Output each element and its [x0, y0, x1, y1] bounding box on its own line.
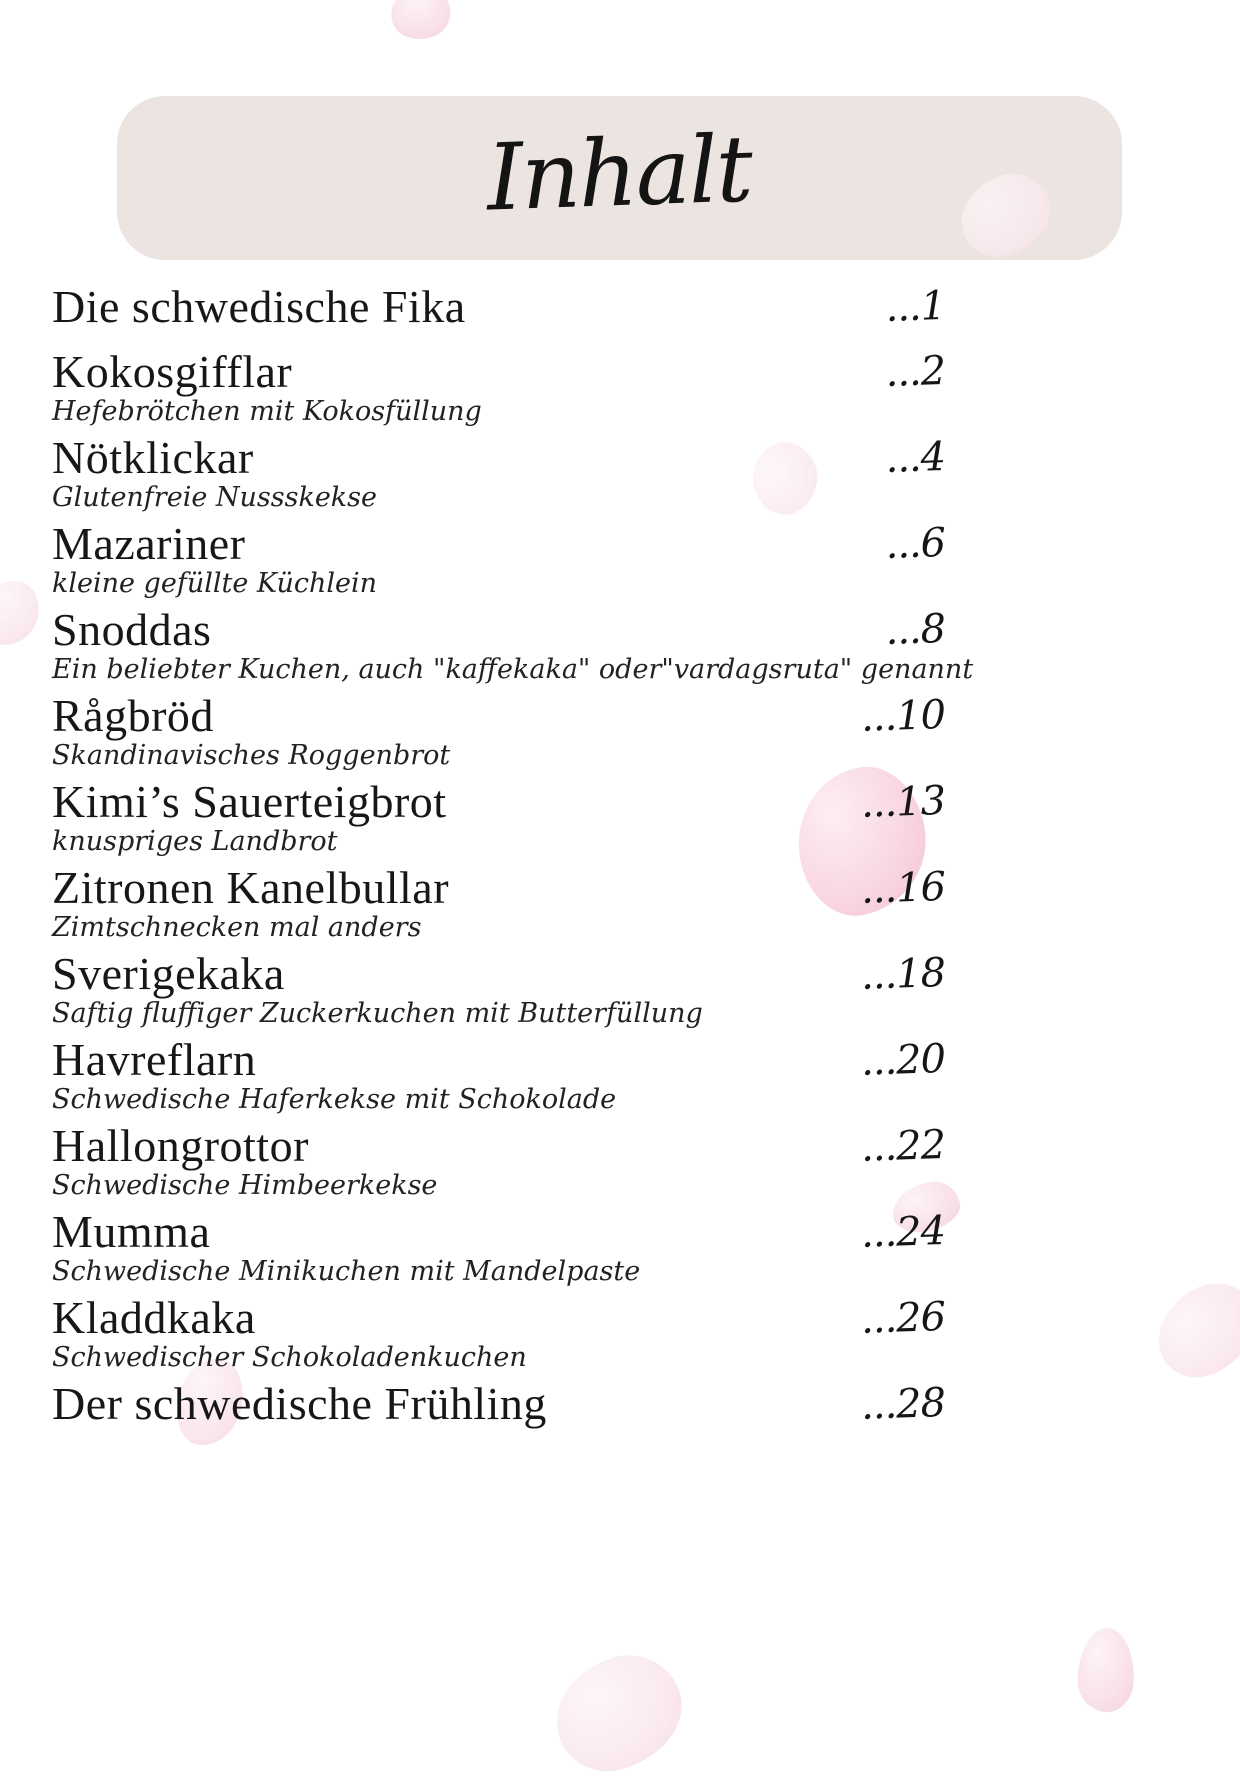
toc-entry-text [52, 1121, 825, 1201]
toc-entry-text [52, 604, 974, 685]
toc-entry [52, 1379, 945, 1429]
recipe-subtitle: Ein beliebter Kuchen, auch "kaffekaka" oder"vardagsruta" genannt [52, 654, 974, 685]
toc-entry [52, 949, 945, 1029]
recipe-subtitle: knuspriges Landbrot [52, 826, 338, 857]
toc-entry-text [52, 863, 825, 943]
recipe-title: Sverigekaka [52, 948, 285, 999]
page-number: ...6 [884, 519, 946, 568]
toc-entry [52, 433, 945, 513]
toc-entry-text [52, 777, 825, 857]
toc-entry [52, 777, 945, 857]
recipe-title: Mazariner [52, 518, 246, 569]
toc-entry-text [52, 949, 825, 1029]
page-number: ...13 [860, 777, 946, 827]
recipe-subtitle: Schwedische Haferkekse mit Schokolade [52, 1084, 617, 1115]
toc-entry [52, 1035, 945, 1115]
recipe-subtitle: Hefebrötchen mit Kokosfüllung [52, 396, 482, 427]
recipe-title: Havreflarn [52, 1034, 257, 1085]
toc-entry-text [52, 347, 825, 427]
page-number: ...10 [860, 691, 946, 741]
page-number: ...20 [860, 1035, 946, 1085]
cherry-petal-icon [543, 1643, 695, 1782]
recipe-title: Kladdkaka [52, 1292, 256, 1343]
page-number: ...26 [860, 1293, 946, 1343]
toc-entry [52, 1121, 945, 1201]
page-number: ...8 [884, 605, 946, 654]
toc-entry-text [52, 1035, 825, 1115]
recipe-title: Die schwedische Fika [52, 281, 466, 332]
toc-entry-text [52, 1293, 825, 1373]
recipe-subtitle: kleine gefüllte Küchlein [52, 568, 378, 599]
recipe-subtitle: Schwedischer Schokoladenkuchen [52, 1342, 527, 1373]
toc-entry [52, 863, 945, 943]
recipe-title: Nötklickar [52, 432, 254, 483]
cherry-petal-icon [385, 0, 457, 48]
page-number: ...16 [860, 863, 946, 913]
recipe-title: Kimi’s Sauerteigbrot [52, 776, 447, 827]
recipe-title: Zitronen Kanelbullar [52, 862, 450, 913]
toc-entry [52, 1207, 945, 1287]
recipe-title: Snoddas [52, 604, 212, 655]
recipe-title: Rågbröd [52, 690, 214, 741]
recipe-subtitle: Schwedische Minikuchen mit Mandelpaste [52, 1256, 641, 1287]
toc-entry [52, 347, 945, 427]
toc-entry-text [52, 519, 825, 599]
toc-entry [52, 604, 974, 685]
recipe-subtitle: Skandinavisches Roggenbrot [52, 740, 451, 771]
toc-entry-text [52, 282, 825, 332]
page-number: ...2 [884, 347, 946, 396]
recipe-subtitle: Schwedische Himbeerkekse [52, 1170, 438, 1201]
page-number: ...1 [884, 282, 946, 331]
page-number: ...18 [860, 949, 946, 999]
recipe-subtitle: Zimtschnecken mal anders [52, 912, 422, 943]
toc-list [52, 281, 974, 1444]
toc-entry-text [52, 1379, 825, 1429]
toc-entry [52, 691, 945, 771]
toc-entry [52, 1293, 945, 1373]
recipe-title: Kokosgifflar [52, 346, 293, 397]
page-number: ...28 [860, 1379, 946, 1429]
toc-entry [52, 282, 945, 332]
toc-entry-text [52, 1207, 825, 1287]
recipe-title: Hallongrottor [52, 1120, 309, 1171]
toc-entry-text [52, 433, 825, 513]
recipe-title: Mumma [52, 1206, 211, 1257]
page-number: ...24 [860, 1207, 946, 1257]
recipe-subtitle: Glutenfreie Nussskekse [52, 482, 378, 513]
recipe-title: Der schwedische Frühling [52, 1378, 547, 1429]
toc-entry-text [52, 691, 825, 771]
page-number: ...4 [884, 433, 946, 482]
cherry-petal-icon [1141, 1269, 1240, 1392]
toc-entry [52, 519, 945, 599]
cherry-petal-icon [0, 575, 44, 652]
page-number: ...22 [860, 1121, 946, 1171]
page-title: Inhalt [485, 115, 754, 232]
recipe-subtitle: Saftig fluffiger Zuckerkuchen mit Butterfüllung [52, 998, 703, 1029]
cherry-petal-icon [1077, 1627, 1136, 1713]
